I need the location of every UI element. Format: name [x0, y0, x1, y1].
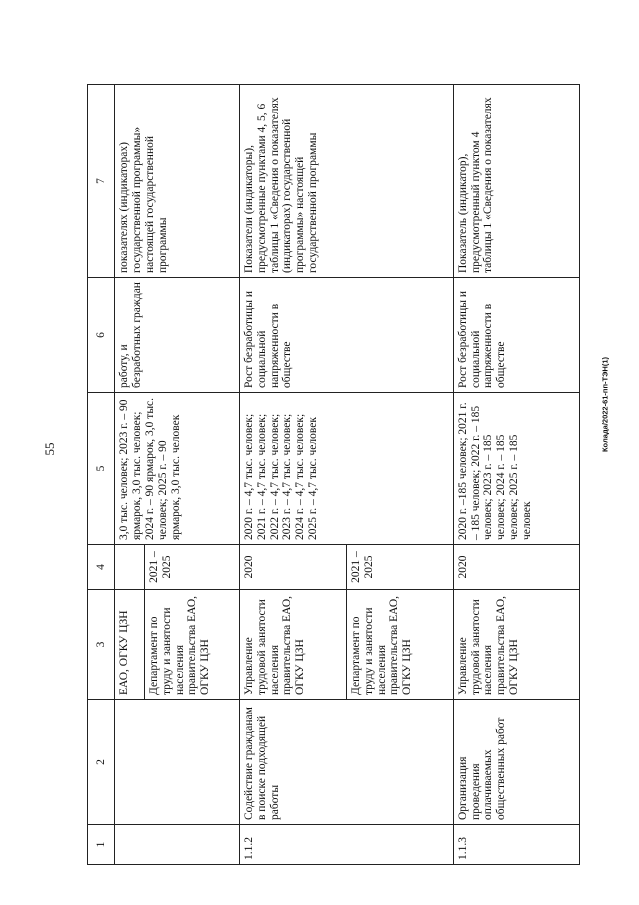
year-cell: 2020	[239, 545, 346, 590]
indicator-cell: Показатели (индикаторы), предусмотренные пунктами 4, 5, 6 таблицы 1 «Сведения о показателях (индикаторах) государственной программы» настоящей государственной программы	[239, 85, 453, 278]
header-cell: 1	[88, 825, 115, 865]
program-measures-table	[87, 84, 580, 865]
measure-name-cell	[115, 700, 240, 825]
header-row	[88, 85, 115, 865]
measure-name-cell: Организация проведения оплачиваемых общественных работ	[453, 700, 579, 825]
values-cell: 3,0 тыс. человек; 2023 г. – 90 ярмарок, 3,0 тыс. человек; 2024 г. – 90 ярмарок, 3,0 тыс. человек; 2025 г. – 90 ярмарок, 3,0 тыс. человек	[115, 393, 240, 545]
header-cell: 7	[88, 85, 115, 278]
measure-name-cell: Содействие гражданам в поиске подходящей работы	[239, 700, 453, 825]
header-cell: 4	[88, 545, 115, 590]
document-footer: Колада/2022-61-пп-ТЭН(1)	[600, 357, 610, 453]
header-cell: 5	[88, 393, 115, 545]
year-cell	[115, 545, 145, 590]
table-wrapper	[87, 85, 580, 865]
year-cell: 2020	[453, 545, 579, 590]
executor-cell: Управление трудовой занятости населения правительства ЕАО, ОГКУ ЦЗН	[239, 590, 346, 700]
header-cell: 6	[88, 278, 115, 393]
executor-cell: Департамент по труду и занятости населения правительства ЕАО, ОГКУ ЦЗН	[144, 590, 239, 700]
year-cell: 2021 – 2025	[144, 545, 239, 590]
indicator-cell: показателях (индикаторах) государственной программы» настоящей государственной программы	[115, 85, 240, 278]
values-cell: 2020 г. –185 человек; 2021 г. – 185 человек; 2022 г. – 185 человек; 2023 г. – 185 человек; 2024 г. – 185 человек; 2025 г. – 185 человек	[453, 393, 579, 545]
result-cell: Рост безработицы и социальной напряженности в обществе	[239, 278, 453, 393]
values-cell: 2020 г. – 4,7 тыс. человек; 2021 г. – 4,7 тыс. человек; 2022 г. – 4,7 тыс. человек; 2023 г. – 4,7 тыс. человек; 2024 г. – 4,7 тыс. человек; 2025 г. – 4,7 тыс. человек	[239, 393, 453, 545]
executor-cell: Управление трудовой занятости населения правительства ЕАО, ОГКУ ЦЗН	[453, 590, 579, 700]
table-row	[115, 85, 145, 865]
page-number: 55	[42, 442, 57, 456]
row-number-cell: 1.1.3	[453, 825, 579, 865]
result-cell: работу, и безработных граждан	[115, 278, 240, 393]
rotated-table-area	[87, 85, 580, 865]
indicator-cell: Показатель (индикатор), предусмотренный пунктом 4 таблицы 1 «Сведения о показателях	[453, 85, 579, 278]
result-cell: Рост безработицы и социальной напряженности в обществе	[453, 278, 579, 393]
row-number-cell	[115, 825, 240, 865]
table-row	[239, 85, 346, 865]
executor-cell: ЕАО, ОГКУ ЦЗН	[115, 590, 145, 700]
header-cell: 3	[88, 590, 115, 700]
year-cell: 2021 – 2025	[346, 545, 453, 590]
executor-cell: Департамент по труду и занятости населения правительства ЕАО, ОГКУ ЦЗН	[346, 590, 453, 700]
header-cell: 2	[88, 700, 115, 825]
table-row	[453, 85, 579, 865]
row-number-cell: 1.1.2	[239, 825, 453, 865]
